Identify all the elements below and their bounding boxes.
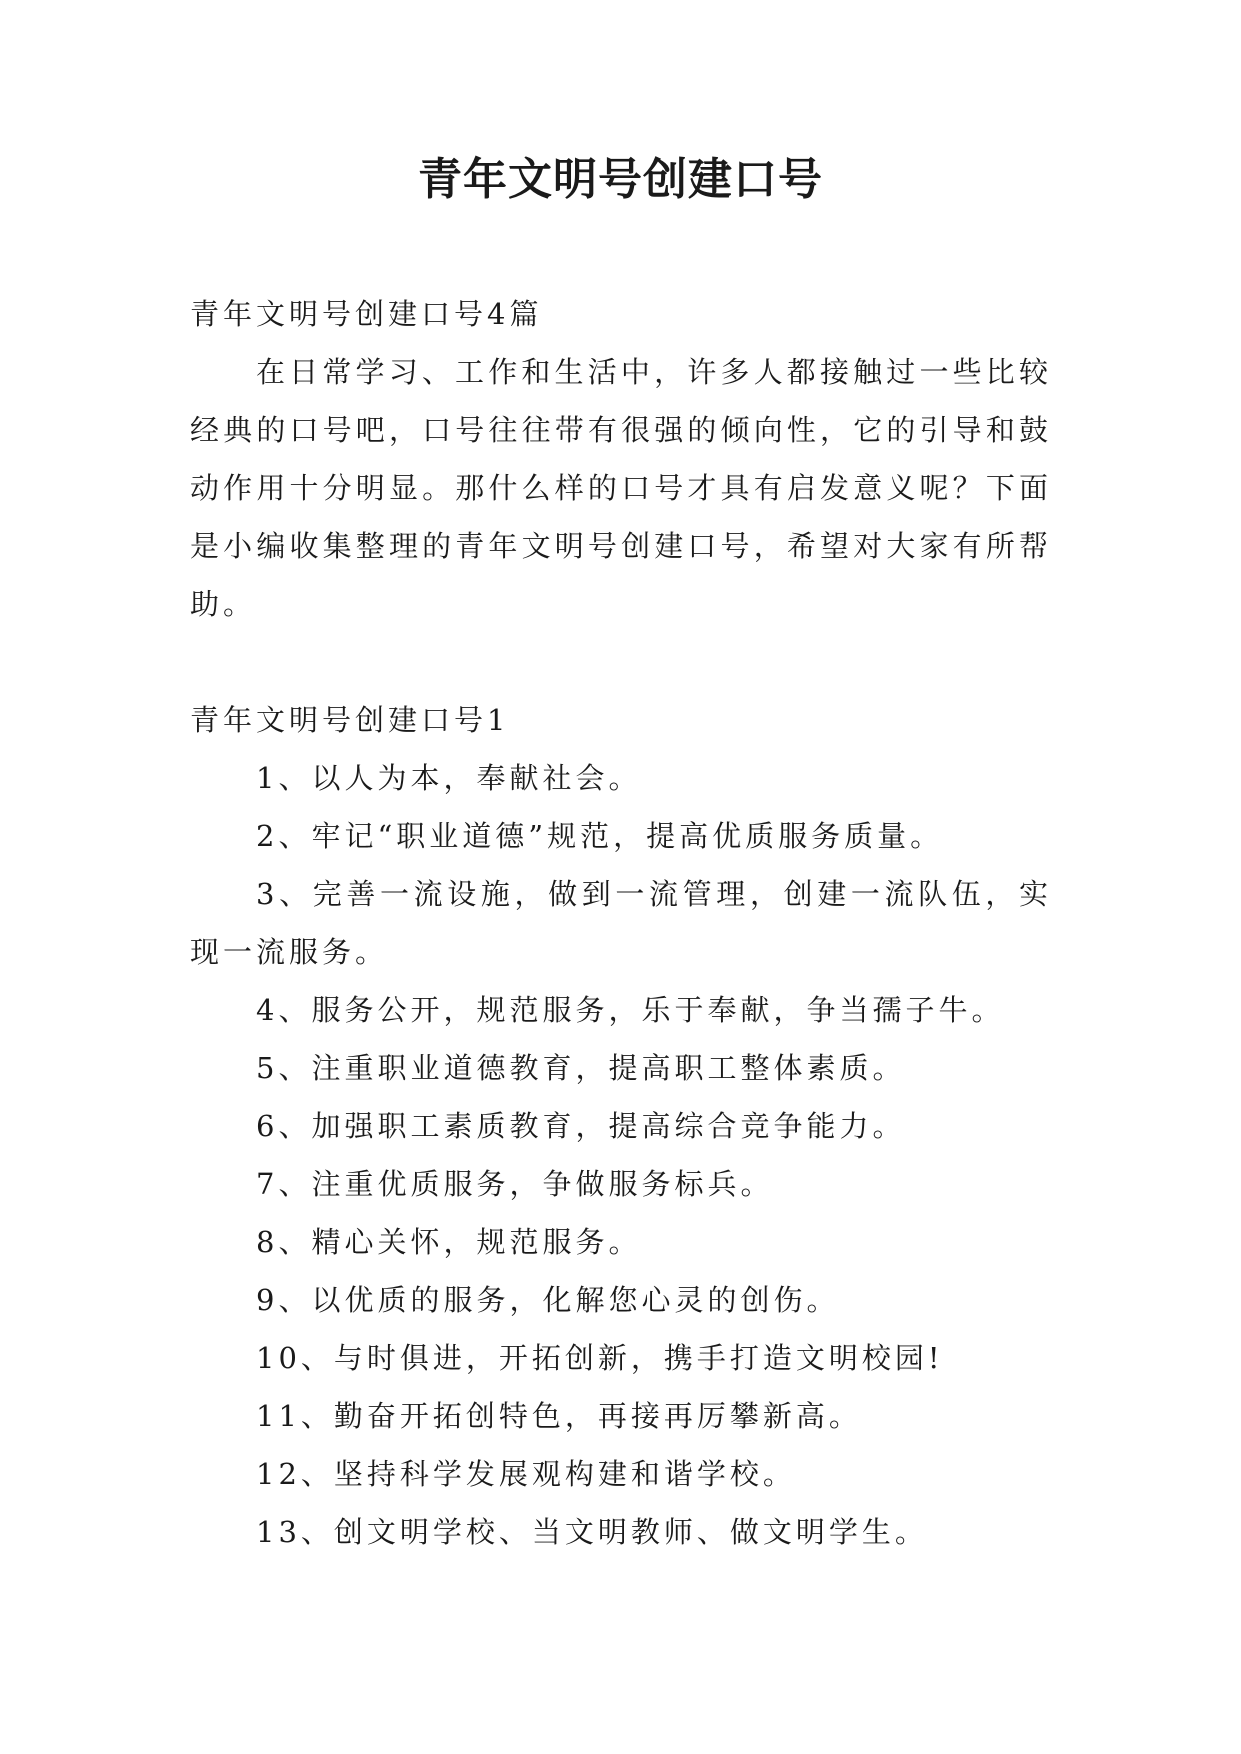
slogan-item: 9、以优质的服务，化解您心灵的创伤。: [256, 1283, 840, 1317]
document-body: [190, 285, 1052, 1561]
section-spacer: [190, 633, 1052, 691]
document-subtitle: 青年文明号创建口号4篇: [190, 297, 543, 331]
slogan-item: 7、注重优质服务，争做服务标兵。: [256, 1167, 774, 1201]
slogan-item: 12、坚持科学发展观构建和谐学校。: [256, 1457, 796, 1491]
slogan-item: 5、注重职业道德教育，提高职工整体素质。: [256, 1051, 906, 1085]
slogan-item: 2、牢记“职业道德”规范，提高优质服务质量。: [256, 819, 944, 853]
slogan-list: [190, 749, 1052, 1561]
slogan-item: 3、完善一流设施，做到一流管理，创建一流队伍，实现一流服务。: [190, 877, 1052, 969]
slogan-item: 11、勤奋开拓创特色，再接再厉攀新高。: [256, 1399, 862, 1433]
slogan-item: 6、加强职工素质教育，提高综合竞争能力。: [256, 1109, 906, 1143]
slogan-item: 13、创文明学校、当文明教师、做文明学生。: [256, 1515, 928, 1549]
slogan-item: 1、以人为本，奉献社会。: [256, 761, 642, 795]
section-heading: 青年文明号创建口号1: [190, 703, 510, 737]
intro-paragraph: 在日常学习、工作和生活中，许多人都接触过一些比较经典的口号吧，口号往往带有很强的倾向性，它的引导和鼓动作用十分明显。那什么样的口号才具有启发意义呢？下面是小编收集整理的青年文明号创建口号，希望对大家有所帮助。: [190, 355, 1052, 621]
slogan-item: 4、服务公开，规范服务，乐于奉献，争当孺子牛。: [256, 993, 1005, 1027]
document-title: 青年文明号创建口号: [418, 154, 823, 205]
slogan-item: 8、精心关怀，规范服务。: [256, 1225, 642, 1259]
slogan-item: 10、与时俱进，开拓创新，携手打造文明校园!: [256, 1341, 944, 1375]
